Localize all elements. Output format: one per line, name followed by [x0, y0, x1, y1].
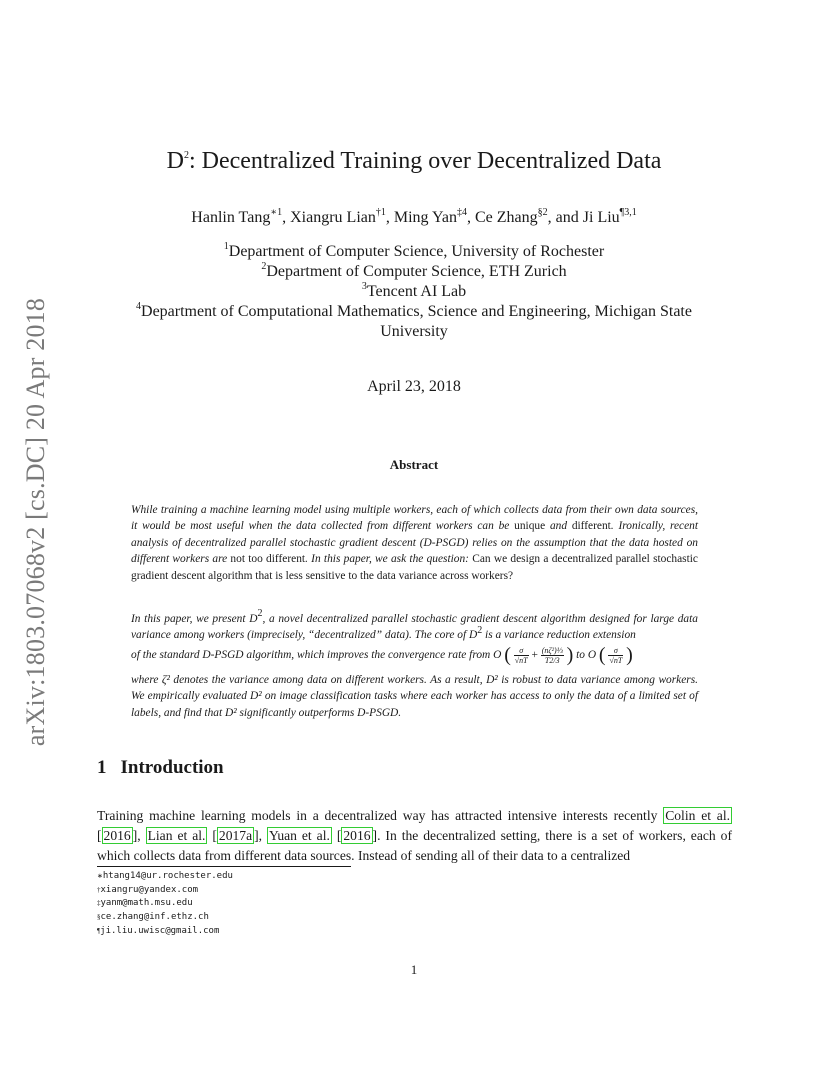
citation-link[interactable]: Yuan et al.	[269, 828, 330, 843]
footnote: §ce.zhang@inf.ethz.ch	[97, 912, 209, 923]
abstract-paragraph-3: where ζ² denotes the variance among data on different workers. As a result, D² is robust to data variance among workers. We empirically evaluated D² on image classification tasks where each worker has access to only the data of a limited set of labels, and find that D² significantly outperforms D-PSGD.	[131, 674, 698, 719]
footnotes	[97, 870, 233, 939]
arxiv-identifier-stamp: arXiv:1803.07068v2 [cs.DC] 20 Apr 2018	[21, 297, 50, 747]
citation-link[interactable]: 2016	[343, 828, 371, 843]
affiliation: $^2$Department of Computer Science, ETH Zurich	[261, 260, 567, 280]
publication-date: April 23, 2018	[367, 378, 461, 395]
footnote: ∗htang14@ur.rochester.edu	[97, 871, 233, 881]
abstract-heading: Abstract	[389, 457, 439, 472]
fraction: $\frac{\sigma}{√nT}$	[609, 646, 623, 665]
author: Hanlin Tang	[191, 209, 271, 226]
fraction: $\frac{\text{(nζ²)⅓}}{T2/3}$	[541, 646, 563, 665]
affiliation: $^1$Department of Computer Science, University of Rochester	[223, 240, 605, 260]
affiliation: $^4$Department of Computational Mathematics, Science and Engineering, Michigan State	[136, 300, 692, 320]
author-list: Hanlin Tang$^{∗1}$, Xiangru Lian$^{\dagger 1}$, Ming Yan$^{\ddagger 4}$, Ce Zhang$^{\S 2}$, and Ji Liu$^{\P 3,1}$	[191, 206, 637, 226]
footnote-divider	[97, 866, 351, 867]
page-number: 1	[410, 962, 418, 977]
citation-link[interactable]: 2016	[103, 828, 131, 843]
convergence-rate-formula: of the standard D-PSGD algorithm, which improves the convergence rate from O ( $\frac{\sigma}{√nT}$ + $\frac{\text{(nζ²)⅓}}{T2/3}$ ) to O ( $\frac{\sigma}{√nT}$ )	[131, 644, 633, 666]
citation-link[interactable]: Lian et al.	[147, 828, 206, 843]
author: Xiangru Lian	[290, 209, 376, 226]
intro-paragraph: Training machine learning models in a decentralized way has attracted intensive interests recently Colin et al. [ 2016 ], Lian et al. [ 2017a ], Yuan et al. [ 2016 ]. In the decentralized setting, there is a set of workers, each of which collects data from different data sources. Instead of sending all of their data to a centralized	[97, 808, 732, 863]
affiliation: University	[380, 323, 448, 340]
author: Ji Liu	[582, 209, 620, 226]
abstract-paragraph-1: While training a machine learning model using multiple workers, each of which collects data from their own data sources, it would be most useful when the data collected from different workers can be unique and different. Ironically, recent analysis of decentralized parallel stochastic gradient descent (D-PSGD) relies on the assumption that the data hosted on different workers are not too different. In this paper, we ask the question: Can we design a decentralized parallel stochastic gradient descent algorithm that is less sensitive to the data variance across workers?	[131, 504, 698, 582]
citation-link[interactable]: Colin et al.	[665, 808, 730, 823]
affiliation: $^3$Tencent AI Lab	[361, 280, 467, 300]
abstract-paragraph-2: In this paper, we present $D^2$, a novel decentralized parallel stochastic gradient descent algorithm designed for large data variance among workers (imprecisely, “decentralized” data). The core of $D^2$ is a variance reduction extension	[131, 608, 698, 642]
citation-link[interactable]: 2017a	[218, 828, 253, 843]
footnote: ‡yanm@math.msu.edu	[97, 898, 193, 909]
footnote: †xiangru@yandex.com	[97, 884, 199, 895]
author: Ce Zhang	[475, 209, 538, 226]
section-heading: 1 Introduction	[97, 757, 224, 778]
paper-title: $D^2$: Decentralized Training over Decentralized Data	[166, 148, 662, 174]
footnote: ¶ji.liu.uwisc@gmail.com	[97, 925, 220, 936]
author: Ming Yan	[393, 209, 457, 226]
fraction: $\frac{\sigma}{√nT}$	[514, 646, 528, 665]
